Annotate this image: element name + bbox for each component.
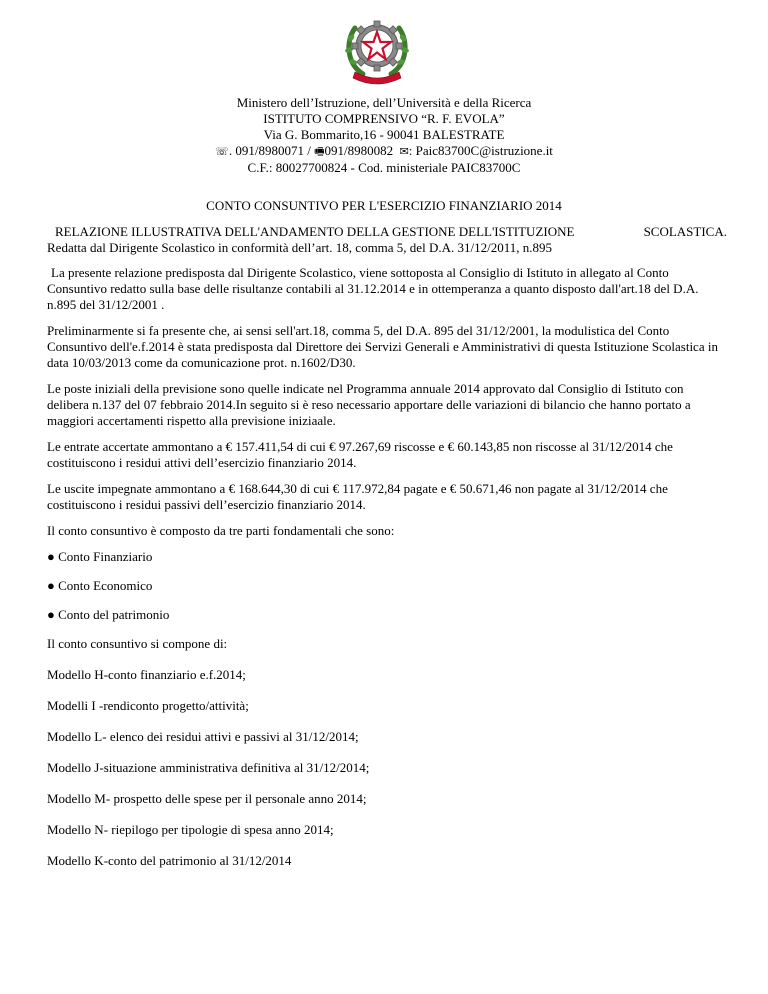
telephone-icon: ☏ (215, 145, 229, 158)
fiscal-codes: C.F.: 80027700824 - Cod. ministeriale PAIC83700C (247, 160, 521, 175)
school-name: ISTITUTO COMPRENSIVO “R. F. EVOLA” (263, 111, 505, 126)
bullet-item: ● Conto Economico (47, 578, 153, 593)
document-body (47, 265, 727, 884)
contact-line (0, 143, 768, 160)
bullet-item: ● Conto Finanziario (47, 549, 153, 564)
model-item: Modello H-conto finanziario e.f.2014; (47, 667, 246, 682)
paragraph-expenses: Le uscite impegnate ammontano a € 168.644,30 di cui € 117.972,84 pagate e € 50.671,46 non pagate al 31/12/2014 che costituiscono i residui passivi dell’esercizio finanziario 2014. (47, 481, 668, 512)
subtitle-part1: RELAZIONE ILLUSTRATIVA DELL'ANDAMENTO DELLA GESTIONE DELL'ISTITUZIONE (55, 224, 575, 239)
model-item: Modello K-conto del patrimonio al 31/12/2014 (47, 853, 292, 868)
model-item: Modello J-situazione amministrativa definitiva al 31/12/2014; (47, 760, 370, 775)
ministry-name: Ministero dell’Istruzione, dell’Università e della Ricerca (236, 95, 532, 110)
bullet-item: ● Conto del patrimonio (47, 607, 170, 622)
paragraph-preliminary: Preliminarmente si fa presente che, ai sensi sell'art.18, comma 5, del D.A. 895 del 31/12/2001, la modulistica del Conto Consuntivo dell'e.f.2014 è stata predisposta dal Direttore dei Servizi Generali e Amministrativi di questa Istituzione Scolastica in data 10/03/2013 come da comunicazione prot. n.1602/D30. (47, 323, 718, 370)
italian-republic-emblem (341, 12, 413, 86)
email-icon: ✉ (399, 145, 409, 158)
paragraph-introduction: La presente relazione predisposta dal Dirigente Scolastico, viene sottoposta al Consiglio di Istituto in allegato al Conto Consuntivo redatto sulla base delle risultanze contabili al 31.12.2014 e in ottemperanza a quanto disposto dall'art.18 del D.A. n.895 del 31/12/2001 . (47, 265, 699, 312)
model-item: Modello M- prospetto delle spese per il personale anno 2014; (47, 791, 367, 806)
paragraph-initial-items: Le poste iniziali della previsione sono quelle indicate nel Programma annuale 2014 approvato dal Consiglio di Istituto con delibera n.137 del 07 febbraio 2014.In seguito si è reso necessario apportare delle variazioni di bilancio che hanno portato a maggiori accertamenti rispetto alla previsione iniziaale. (47, 381, 691, 428)
school-address: Via G. Bommarito,16 - 90041 BALESTRATE (263, 127, 505, 142)
model-item: Modello L- elenco dei residui attivi e passivi al 31/12/2014; (47, 729, 359, 744)
document-title: CONTO CONSUNTIVO PER L'ESERCIZIO FINANZIARIO 2014 (206, 198, 562, 213)
paragraph-composition: Il conto consuntivo è composto da tre parti fondamentali che sono: (47, 523, 395, 538)
fax-icon: 🖷 (314, 145, 325, 158)
subtitle-line2: Redatta dal Dirigente Scolastico in conformità dell’art. 18, comma 5, del D.A. 31/12/2011, n.895 (47, 240, 552, 255)
model-item: Modello N- riepilogo per tipologie di spesa anno 2014; (47, 822, 334, 837)
letterhead (0, 95, 768, 176)
model-item: Modelli I -rendiconto progetto/attività; (47, 698, 249, 713)
email-address[interactable]: : Paic83700C@istruzione.it (408, 143, 553, 158)
fax-number: 091/8980082 (324, 143, 394, 158)
document-subtitle (47, 224, 727, 256)
paragraph-revenues: Le entrate accertate ammontano a € 157.411,54 di cui € 97.267,69 riscosse e € 60.143,85 non riscosse al 31/12/2014 che costituiscono i residui attivi dell’esercizio finanziario 2014. (47, 439, 673, 470)
models-intro: Il conto consuntivo si compone di: (47, 636, 228, 651)
phone-number: . 091/8980071 / (228, 143, 315, 158)
subtitle-part2: SCOLASTICA. (643, 224, 727, 239)
